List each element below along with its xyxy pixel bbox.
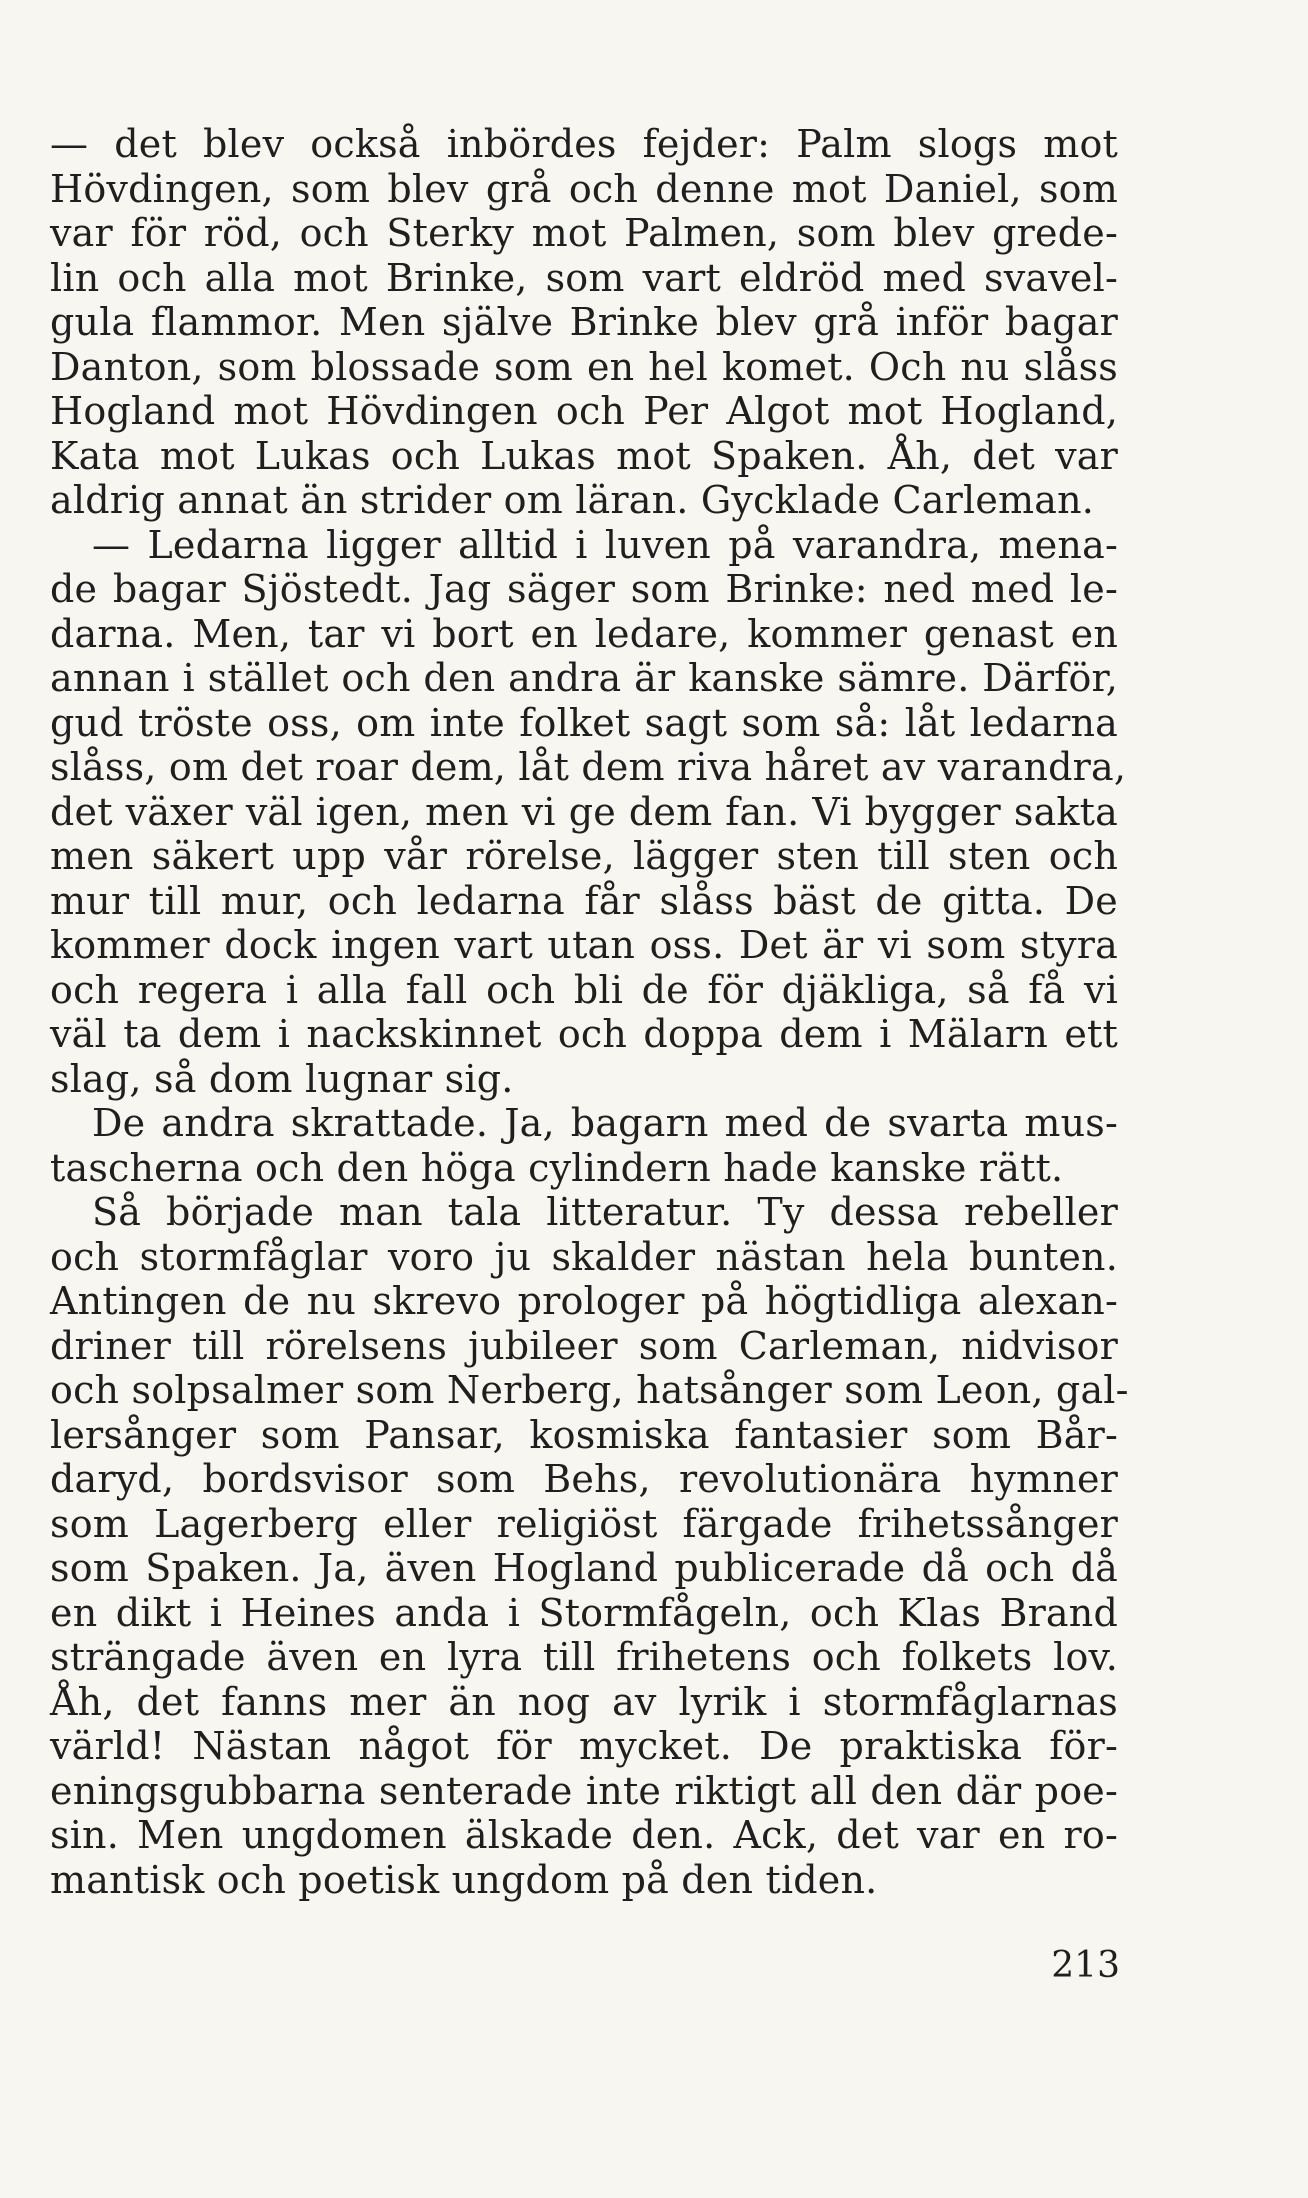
text-line: Åh, det fanns mer än nog av lyrik i stormfåglarnas [50, 1679, 1118, 1724]
text-line: de bagar Sjöstedt. Jag säger som Brinke: ned med le- [50, 567, 1118, 611]
text-line: det växer väl igen, men vi ge dem fan. Vi bygger sakta [50, 789, 1118, 834]
body-text [50, 122, 1129, 1902]
text-line: darna. Men, tar vi bort en ledare, kommer genast en [50, 611, 1118, 656]
text-line: tascherna och den höga cylindern hade kanske rätt. [50, 1145, 1064, 1190]
text-line: som Spaken. Ja, även Hogland publicerade då och då [50, 1546, 1118, 1590]
text-line: strängade även en lyra till frihetens och folkets lov. [50, 1635, 1118, 1679]
text-line: Hövdingen, som blev grå och denne mot Daniel, som [50, 166, 1118, 211]
text-line: och stormfåglar voro ju skalder nästan hela bunten. [50, 1234, 1118, 1279]
text-line: värld! Nästan något för mycket. De praktiska för- [50, 1724, 1118, 1768]
text-line: Så började man tala litteratur. Ty dessa rebeller [92, 1190, 1118, 1234]
text-line: lin och alla mot Brinke, som vart eldröd med svavel- [50, 255, 1118, 300]
text-line: väl ta dem i nackskinnet och doppa dem i Mälarn ett [50, 1012, 1118, 1056]
text-line: lersånger som Pansar, kosmiska fantasier som Bår- [50, 1412, 1118, 1457]
text-line: annan i stället och den andra är kanske sämre. Därför, [50, 656, 1118, 700]
text-line: Kata mot Lukas och Lukas mot Spaken. Åh, det var [50, 433, 1118, 478]
text-line: — Ledarna ligger alltid i luven på varandra, mena- [92, 522, 1118, 567]
text-line: daryd, bordsvisor som Behs, revolutionära hymner [50, 1457, 1118, 1501]
text-line: slåss, om det roar dem, låt dem riva håret av varandra, [50, 745, 1127, 789]
text-line: och regera i alla fall och bli de för djäkliga, så få vi [50, 967, 1118, 1012]
text-line: De andra skrattade. Ja, bagarn med de svarta mus- [92, 1101, 1118, 1145]
text-line: kommer dock ingen vart utan oss. Det är vi som styra [50, 923, 1118, 967]
text-line: som Lagerberg eller religiöst färgade frihetssånger [50, 1501, 1118, 1546]
text-line: mur till mur, och ledarna får slåss bäst de gitta. De [50, 878, 1118, 923]
page-number: 213 [1051, 1945, 1120, 1986]
text-line: mantisk och poetisk ungdom på den tiden. [50, 1857, 878, 1902]
text-line: och solpsalmer som Nerberg, hatsånger som Leon, gal- [50, 1368, 1129, 1412]
text-line: Danton, som blossade som en hel komet. Och nu slåss [50, 344, 1118, 389]
text-line: gud tröste oss, om inte folket sagt som så: låt ledarna [50, 700, 1118, 745]
text-line: eningsgubbarna senterade inte riktigt all den där poe- [50, 1768, 1118, 1813]
text-line: Antingen de nu skrevo prologer på högtidliga alexan- [50, 1279, 1118, 1323]
text-line: gula flammor. Men själve Brinke blev grå inför bagar [50, 300, 1118, 344]
text-line: aldrig annat än strider om läran. Gycklade Carleman. [50, 478, 1095, 522]
text-line: Hogland mot Hövdingen och Per Algot mot Hogland, [50, 389, 1118, 433]
text-line: men säkert upp vår rörelse, lägger sten till sten och [50, 834, 1118, 878]
text-line: driner till rörelsens jubileer som Carleman, nidvisor [50, 1323, 1118, 1368]
text-line: sin. Men ungdomen älskade den. Ack, det var en ro- [50, 1813, 1118, 1857]
text-line: — det blev också inbördes fejder: Palm slogs mot [50, 122, 1118, 166]
text-line: var för röd, och Sterky mot Palmen, som blev grede- [50, 211, 1118, 255]
text-line: slag, så dom lugnar sig. [50, 1056, 514, 1101]
text-line: en dikt i Heines anda i Stormfågeln, och Klas Brand [50, 1590, 1118, 1635]
